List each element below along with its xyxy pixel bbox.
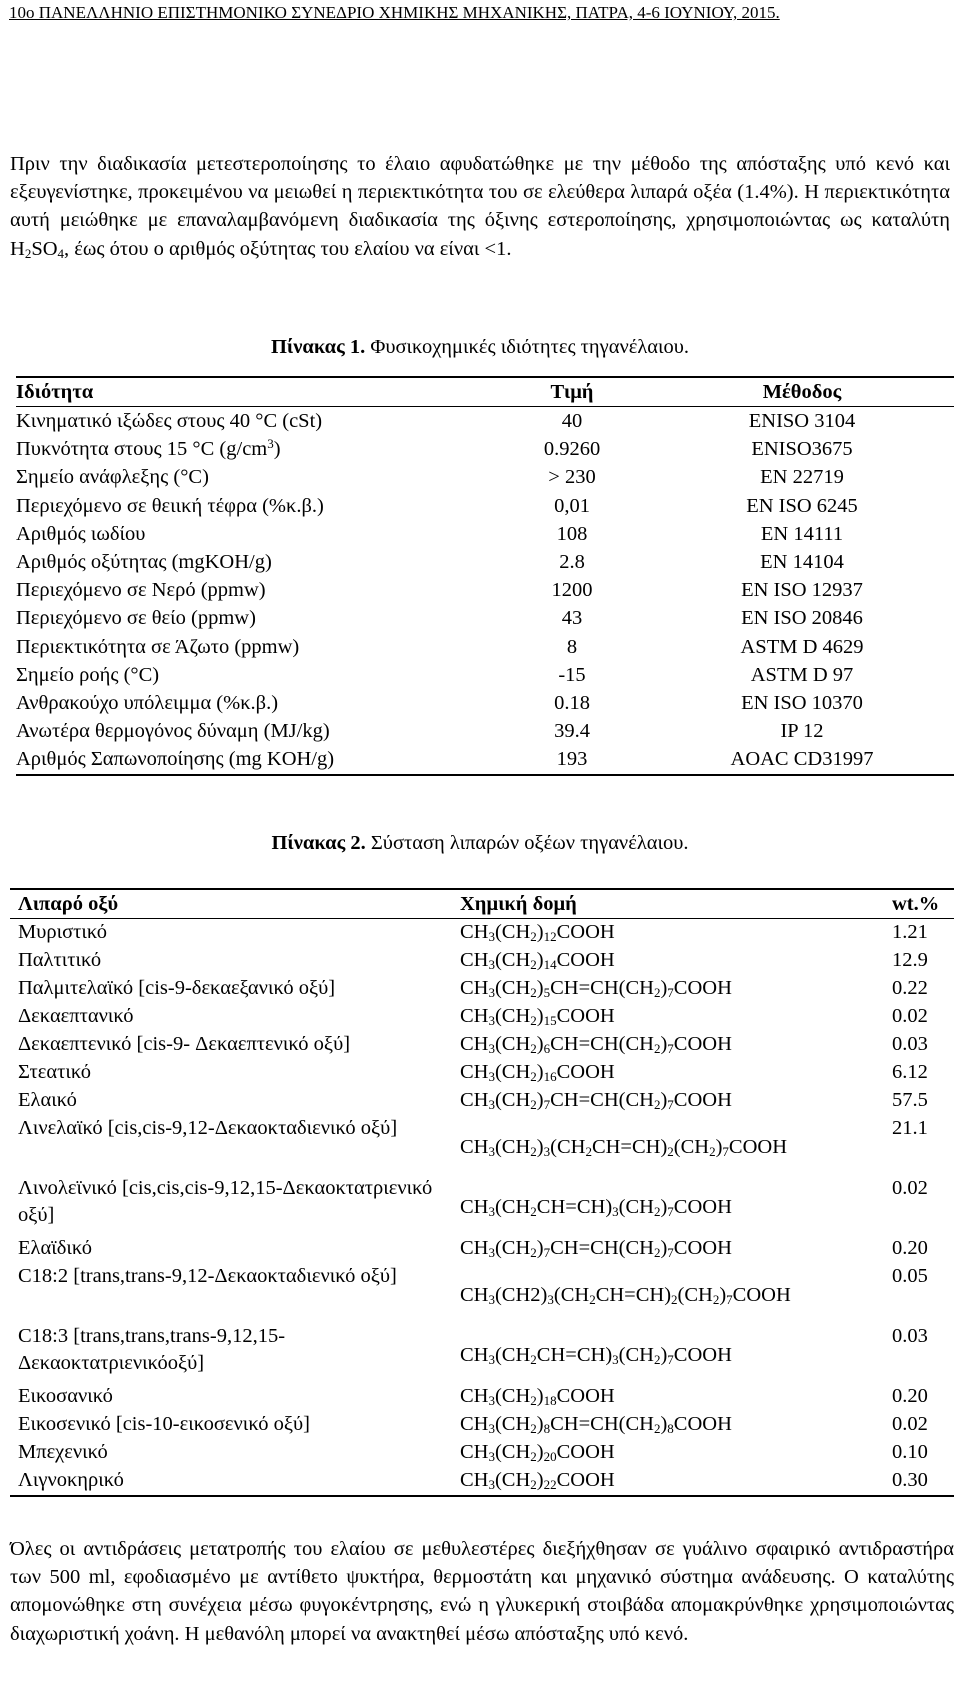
table2-caption-text: Σύσταση λιπαρών οξέων τηγανέλαιου. — [365, 832, 689, 854]
value-cell: 0,01 — [554, 494, 590, 517]
chemical-structure: $CH_3(CH_2)_{12}COOH$ — [460, 921, 615, 944]
table-header-row — [10, 889, 954, 919]
table-row — [16, 492, 954, 520]
table-row — [10, 1003, 954, 1031]
weight-percent: 0.20 — [892, 1237, 928, 1259]
intro-text-2: SO — [31, 237, 58, 260]
method-cell: EN ISO 20846 — [741, 607, 863, 630]
fatty-acid-name: Δεκαεπτενικό [cis-9- Δεκαεπτενικό οξύ] — [18, 1033, 351, 1055]
table-row — [16, 548, 954, 576]
fatty-acid-name: Μπεχενικό — [18, 1441, 108, 1463]
intro-sub-1: 2 — [24, 245, 32, 261]
chemical-structure: $CH_3(CH_2CH=CH)_3(CH_2)_7COOH$ — [460, 1195, 732, 1219]
table1-caption-label: Πίνακας 1. — [270, 336, 366, 358]
value-cell: 0.18 — [554, 692, 590, 715]
weight-percent: 0.03 — [892, 1033, 928, 1055]
weight-percent: 1.21 — [892, 921, 928, 943]
chemical-structure: $CH_3(CH_2)_7CH=CH(CH_2)_7COOH$ — [460, 1089, 732, 1112]
column-header: Τιμή — [494, 377, 650, 407]
table-row — [16, 435, 954, 463]
fatty-acid-name: Μυριστικό — [18, 921, 108, 943]
table-row — [10, 947, 954, 975]
method-cell: ENISO 3104 — [748, 410, 856, 432]
intro-paragraph — [10, 150, 950, 263]
density-close: ) — [273, 438, 281, 461]
table-row — [16, 463, 954, 491]
table1-caption — [0, 336, 960, 359]
property-cell: Περιεχόμενο σε θείο (ppmw) — [16, 607, 256, 630]
fatty-acid-name: Εικοσενικό [cis-10-εικοσενικό οξύ] — [18, 1413, 310, 1435]
closing-paragraph: Όλες οι αντιδράσεις μετατροπής του ελαίου σε μεθυλεστέρες διεξήχθησαν σε γυάλινο σφαιρικό αντιδραστήρα των 500 ml, εφοδιασμένο με αντίθετο ψυκτήρα, θερμοστάτη και μηχανικό σύστημα ανάδευσης. Ο καταλύτης απομονώθηκε στη συνέχεια μέσω φυγοκέντρησης, ενώ η γλυκερική στοιβάδα απομακρύνθηκε χρησιμοποιώντας διαχωριστική χοάνη. Η μεθανόλη μπορεί να ανακτηθεί μέσω απόσταξης υπό κενό. — [10, 1538, 954, 1645]
intro-text-1: Πριν την διαδικασία μετεστεροποίησης το έλαιο αφυδατώθηκε με την μέθοδο της απόσταξης υπό κενό και εξευγενίστηκε, προκειμένου να μειωθεί η περιεκτικότητα του σε ελεύθερα λιπαρά οξέα (1.4%). Η περιεκτικότητα αυτή μειώθηκε με επαναλαμβανόμενη διαδικασία της όξινης εστεροποίησης, χρησιμοποιώντας ως καταλύτη H — [10, 153, 950, 260]
column-header: Χημική δομή — [460, 889, 892, 919]
chemical-structure: $CH_3(CH_2CH=CH)_3(CH_2)_7COOH$ — [460, 1343, 732, 1367]
weight-percent: 0.02 — [892, 1177, 928, 1199]
table-row — [10, 1263, 954, 1323]
weight-percent: 6.12 — [892, 1061, 928, 1083]
table1-caption-text: Φυσικοχημικές ιδιότητες τηγανέλαιου. — [365, 336, 690, 358]
fatty-acid-name: Ελαϊδικό — [18, 1237, 93, 1259]
fatty-acid-name: C18:2 [trans,trans-9,12-Δεκαοκταδιενικό οξύ] — [18, 1265, 397, 1287]
table-row — [16, 633, 954, 661]
chemical-structure: $CH_3(CH2)_3(CH_2CH=CH)_2(CH_2)_7COOH$ — [460, 1283, 791, 1307]
column-header: Λιπαρό οξύ — [10, 889, 460, 919]
conference-header: 10ο ΠΑΝΕΛΛΗΝΙΟ ΕΠΙΣΤΗΜΟΝΙΚΟ ΣΥΝΕΔΡΙΟ ΧΗΜΙΚΗΣ ΜΗΧΑΝΙΚΗΣ, ΠΑΤΡΑ, 4-6 ΙΟΥΝΙΟΥ, 2015. — [9, 3, 780, 22]
method-cell: EN ISO 10370 — [741, 692, 863, 715]
value-cell: 0.9260 — [543, 438, 601, 461]
fatty-acid-name: Παλμιτελαϊκό [cis-9-δεκαεξανικό οξύ] — [18, 977, 336, 999]
weight-percent: 12.9 — [892, 949, 928, 971]
density-label: Πυκνότητα στους 15 °C (g/cm — [16, 438, 268, 461]
value-cell: 8 — [566, 635, 578, 658]
property-cell: Ανωτέρα θερμογόνος δύναμη (MJ/kg) — [16, 720, 330, 743]
table-row — [16, 661, 954, 689]
table-row — [10, 1411, 954, 1439]
chemical-structure: $CH_3(CH_2)_7CH=CH(CH_2)_7COOH$ — [460, 1237, 732, 1260]
density-superscript: 3 — [267, 436, 274, 452]
value-cell: 40 — [561, 410, 583, 432]
weight-percent: 0.10 — [892, 1441, 928, 1463]
table-row — [16, 520, 954, 548]
fatty-acid-name: Λιγνοκηρικό — [18, 1469, 124, 1491]
chemical-structure: $CH_3(CH_2)_{16}COOH$ — [460, 1061, 615, 1084]
chemical-structure: $CH_3(CH_2)_{15}COOH$ — [460, 1005, 615, 1028]
property-cell: Περιεχόμενο σε Νερό (ppmw) — [16, 579, 266, 602]
weight-percent: 57.5 — [892, 1089, 928, 1111]
table-row — [16, 689, 954, 717]
fatty-acid-name: Λινελαϊκό [cis,cis-9,12-Δεκαοκταδιενικό οξύ] — [18, 1117, 398, 1139]
table-row — [10, 1383, 954, 1411]
fatty-acid-name: Λινολεϊνικό [cis,cis,cis-9,12,15-Δεκαοκτατριενικό οξύ] — [18, 1177, 433, 1226]
column-header: wt.% — [892, 889, 954, 919]
value-cell: 108 — [556, 522, 588, 545]
chemical-structure: $CH_3(CH_2)_8CH=CH(CH_2)_8COOH$ — [460, 1413, 732, 1436]
value-cell: 43 — [561, 607, 583, 630]
chemical-structure: $CH_3(CH_2)_{18}COOH$ — [460, 1385, 615, 1408]
fatty-acid-name: Στεατικό — [18, 1061, 92, 1083]
table-header-row — [16, 377, 954, 407]
method-cell: EN 22719 — [760, 466, 844, 489]
property-cell: Ανθρακούχο υπόλειμμα (%κ.β.) — [16, 692, 279, 715]
property-cell: Κινηματικό ιξώδες στους 40 °C (cSt) — [16, 410, 323, 432]
weight-percent: 0.02 — [892, 1005, 928, 1027]
value-cell: > 230 — [548, 466, 596, 489]
weight-percent: 0.20 — [892, 1385, 928, 1407]
weight-percent: 0.05 — [892, 1265, 928, 1287]
intro-sub-2: 4 — [57, 245, 65, 261]
property-cell: Αριθμός οξύτητας (mgKOH/g) — [16, 551, 272, 574]
table-row — [10, 1087, 954, 1115]
table-row — [10, 1031, 954, 1059]
property-cell: Περιεχόμενο σε θειική τέφρα (%κ.β.) — [16, 494, 324, 517]
property-cell: Σημείο ανάφλεξης (°C) — [16, 466, 209, 489]
weight-percent: 0.02 — [892, 1413, 928, 1435]
table-row — [10, 1235, 954, 1263]
method-cell: EN ISO 6245 — [746, 494, 858, 517]
table-row — [10, 1467, 954, 1496]
intro-text-3: , έως ότου ο αριθμός οξύτητας του ελαίου να είναι <1. — [64, 237, 512, 260]
table2-caption-label: Πίνακας 2. — [271, 832, 366, 854]
table-row — [10, 975, 954, 1003]
weight-percent: 0.03 — [892, 1325, 928, 1347]
property-cell: Αριθμός Σαπωνοποίησης (mg KOH/g) — [16, 748, 335, 771]
method-cell: IP 12 — [780, 720, 824, 743]
value-cell: 1200 — [551, 579, 593, 602]
properties-table — [16, 376, 954, 776]
table-row — [16, 576, 954, 604]
weight-percent: 21.1 — [892, 1117, 928, 1139]
fatty-acid-name: Δεκαεπτανικό — [18, 1005, 134, 1027]
fatty-acid-name: Ελαικό — [18, 1089, 77, 1111]
method-cell: EN ISO 12937 — [741, 579, 863, 602]
table-row — [10, 1059, 954, 1087]
column-header: Μέθοδος — [650, 377, 954, 407]
table-row — [10, 1175, 954, 1235]
value-cell: 2.8 — [559, 551, 585, 574]
column-header: Ιδιότητα — [16, 377, 494, 407]
value-cell: 193 — [556, 748, 588, 771]
chemical-structure: $CH_3(CH_2)_{22}COOH$ — [460, 1469, 615, 1492]
method-cell: AOAC CD31997 — [730, 748, 874, 771]
table2-caption — [0, 832, 960, 855]
fatty-acid-name: Παλτιτικό — [18, 949, 102, 971]
table-row — [10, 1115, 954, 1175]
table-row — [10, 1323, 954, 1383]
table-row — [16, 407, 954, 436]
property-cell: Αριθμός ιωδίου — [16, 522, 146, 545]
table-row — [10, 919, 954, 948]
chemical-structure: $CH_3(CH_2)_{14}COOH$ — [460, 949, 615, 972]
fatty-acid-name: Εικοσανικό — [18, 1385, 113, 1407]
chemical-structure: $CH_3(CH_2)_6CH=CH(CH_2)_7COOH$ — [460, 1033, 732, 1056]
method-cell: EN 14111 — [760, 522, 844, 545]
chemical-structure: $CH_3(CH_2)_3(CH_2CH=CH)_2(CH_2)_7COOH$ — [460, 1135, 788, 1159]
fatty-acids-table — [10, 888, 954, 1497]
property-cell — [16, 435, 494, 463]
method-cell: ASTM D 4629 — [740, 635, 864, 658]
property-cell: Περιεκτικότητα σε Άζωτο (ppmw) — [16, 635, 300, 658]
table-row — [10, 1439, 954, 1467]
fatty-acid-name: C18:3 [trans,trans,trans-9,12,15-Δεκαοκτατριενικόοξύ] — [18, 1325, 286, 1374]
chemical-structure: $CH_3(CH_2)_{20}COOH$ — [460, 1441, 615, 1464]
value-cell: 39.4 — [554, 720, 590, 743]
table-row — [16, 604, 954, 632]
table-row — [16, 745, 954, 774]
chemical-structure: $CH_3(CH_2)_5CH=CH(CH_2)_7COOH$ — [460, 977, 732, 1000]
weight-percent: 0.22 — [892, 977, 928, 999]
method-cell: ENISO3675 — [751, 438, 853, 461]
weight-percent: 0.30 — [892, 1469, 928, 1491]
value-cell: -15 — [558, 663, 586, 686]
method-cell: EN 14104 — [760, 551, 844, 574]
property-cell: Σημείο ροής (°C) — [16, 663, 160, 686]
table-row — [16, 717, 954, 745]
method-cell: ASTM D 97 — [750, 663, 854, 686]
